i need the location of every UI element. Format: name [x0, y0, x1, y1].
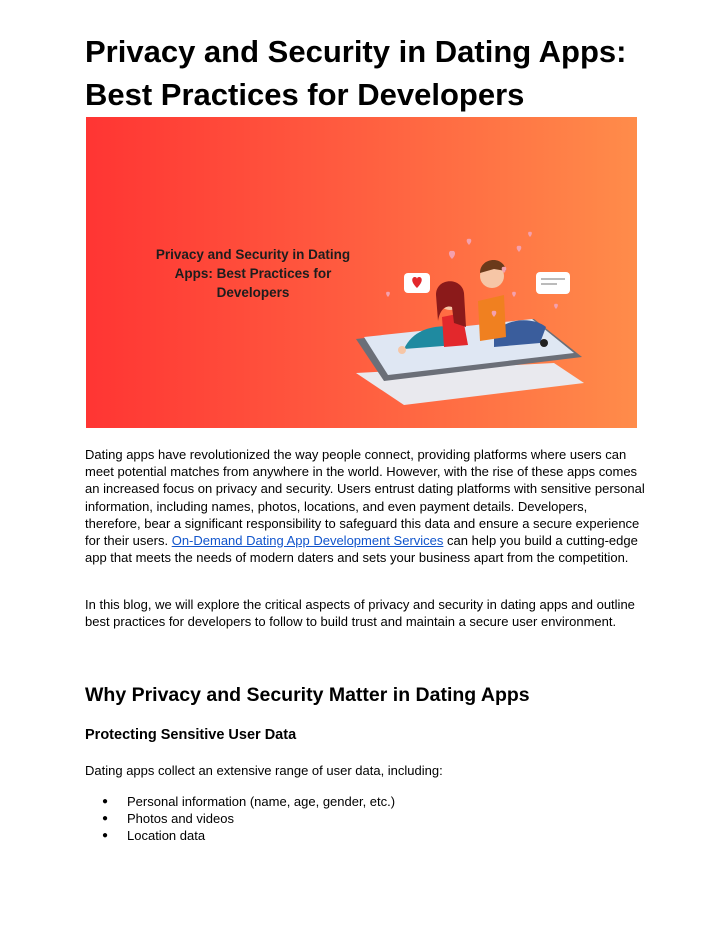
hero-banner-image	[86, 117, 637, 428]
blog-overview-paragraph: In this blog, we will explore the critical aspects of privacy and security in dating apps and outline best practices for developers to follow to build trust and maintain a secure user environment.	[85, 597, 635, 630]
section-heading: Why Privacy and Security Matter in Dating Apps	[85, 684, 530, 706]
page-title: Privacy and Security in Dating Apps: Best Practices for Developers	[85, 34, 627, 112]
dating-app-services-link[interactable]: On-Demand Dating App Development Services	[171, 533, 444, 549]
intro-text-part1: Dating apps have revolutionized the way people connect, providing platforms where users can meet potential matches from anywhere in the world. However, with the rise of these apps comes an increased focus on privacy and security. Users entrust dating platforms with sensitive personal information, including names, photos, locations, and even payment details. Developers, therefore, bear a significant responsibility to safeguard this data and ensure a secure experience for their users.	[85, 447, 645, 549]
intro-paragraph	[85, 446, 645, 566]
chat-bubble-text-icon	[536, 272, 570, 294]
hero-banner-title: Privacy and Security in Dating Apps: Best Practices for Developers	[155, 247, 351, 300]
subsection-heading: Protecting Sensitive User Data	[85, 727, 297, 743]
list-intro-text: Dating apps collect an extensive range of user data, including:	[85, 763, 443, 778]
intro-text-part2: can help you build a cutting-edge app that meets the needs of modern daters and sets your business apart from the competition.	[85, 533, 638, 566]
dating-couple-phone-illustration	[344, 177, 634, 417]
list-item: ● Location data	[85, 827, 395, 844]
chat-bubble-heart-icon	[404, 273, 430, 293]
list-item: ● Photos and videos	[85, 810, 395, 827]
user-data-list	[85, 793, 395, 844]
list-item: ● Personal information (name, age, gender, etc.)	[85, 793, 395, 810]
